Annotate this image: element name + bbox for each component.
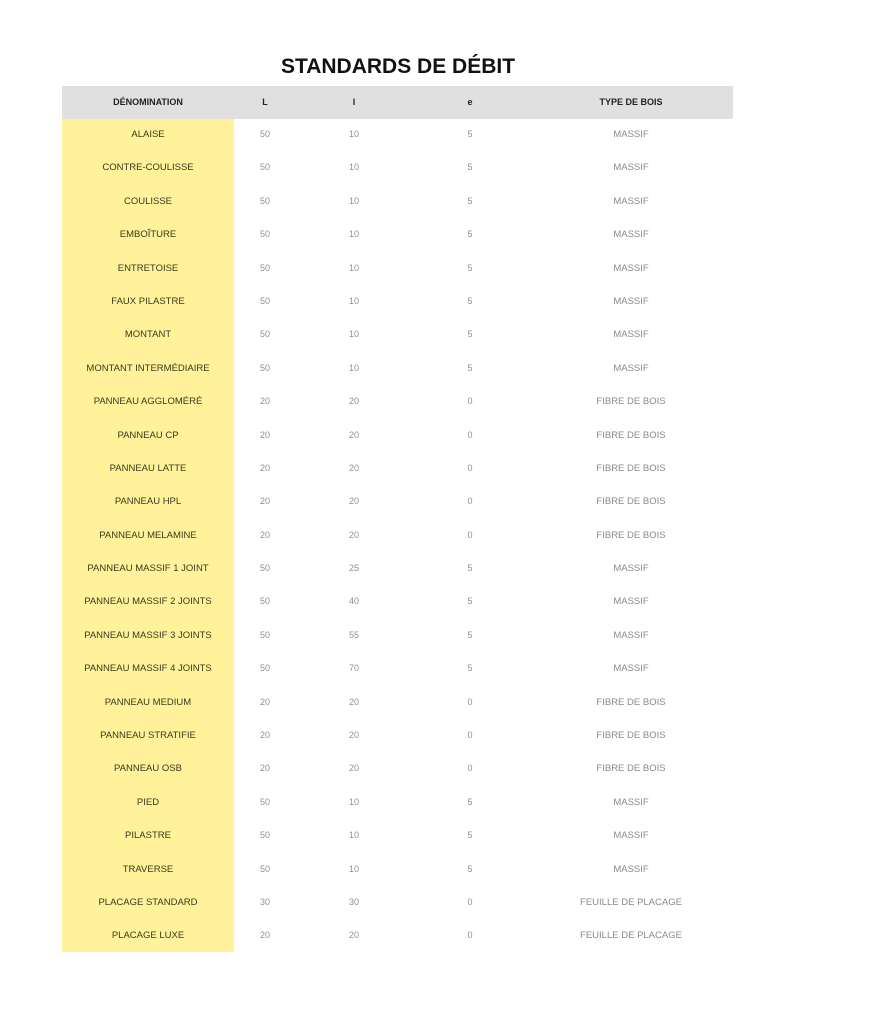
cell-L: 50 <box>259 796 270 807</box>
cell-e: 5 <box>467 129 473 139</box>
cell-l: 70 <box>348 663 359 674</box>
table-row <box>62 653 733 686</box>
cell-type-de-bois: MASSIF <box>613 129 649 140</box>
cell-l: 40 <box>348 596 359 607</box>
cell-denomination: PANNEAU LATTE <box>109 462 187 474</box>
cell-l: 20 <box>348 496 359 507</box>
table-row <box>62 854 733 887</box>
table-row <box>62 152 733 185</box>
cell-l: 10 <box>348 329 359 340</box>
cell-L: 50 <box>259 629 270 640</box>
cell-type-de-bois: MASSIF <box>613 362 649 374</box>
cell-type-de-bois: MASSIF <box>613 229 649 241</box>
cell-e: 5 <box>467 629 473 640</box>
cell-type-de-bois: FIBRE DE BOIS <box>596 529 666 541</box>
table-row <box>62 520 733 553</box>
cell-l: 10 <box>348 262 359 273</box>
cell-e: 0 <box>467 462 473 473</box>
cell-type-de-bois: MASSIF <box>613 295 649 307</box>
cell-type-de-bois: FIBRE DE BOIS <box>596 462 666 474</box>
cell-l: 10 <box>348 295 359 306</box>
cell-e: 5 <box>467 295 473 306</box>
cell-L: 50 <box>259 295 270 306</box>
table-header <box>62 86 733 119</box>
cell-l: 10 <box>348 129 359 139</box>
header-type-de-bois: TYPE DE BOIS <box>599 97 663 107</box>
cell-e: 5 <box>467 329 473 340</box>
cell-denomination: PANNEAU MASSIF 1 JOINT <box>87 563 209 575</box>
cell-e: 5 <box>467 563 473 574</box>
cell-l: 10 <box>348 863 359 874</box>
cell-L: 20 <box>259 429 270 440</box>
cell-L: 30 <box>259 896 270 907</box>
cell-type-de-bois: FIBRE DE BOIS <box>596 763 666 775</box>
cell-l: 20 <box>348 730 359 741</box>
cell-e: 0 <box>467 529 473 540</box>
cell-type-de-bois: FEUILLE DE PLACAGE <box>580 930 682 942</box>
cell-L: 50 <box>259 162 270 173</box>
cell-e: 5 <box>467 663 473 674</box>
cell-e: 5 <box>467 262 473 273</box>
cell-L: 20 <box>259 462 270 473</box>
cell-e: 0 <box>467 696 473 707</box>
table-row <box>62 887 733 920</box>
cell-denomination: ALAISE <box>131 129 165 140</box>
cell-l: 10 <box>348 195 359 206</box>
cell-denomination: COULISSE <box>123 195 173 207</box>
header-denomination: DÉNOMINATION <box>113 97 183 107</box>
cell-l: 10 <box>348 162 359 173</box>
cell-l: 20 <box>348 763 359 774</box>
cell-e: 0 <box>467 496 473 507</box>
cell-L: 50 <box>259 663 270 674</box>
cell-type-de-bois: MASSIF <box>613 195 649 207</box>
cell-type-de-bois: MASSIF <box>613 863 649 875</box>
cell-e: 5 <box>467 596 473 607</box>
cell-l: 20 <box>348 396 359 407</box>
cell-denomination: PLACAGE STANDARD <box>98 896 198 908</box>
cell-l: 10 <box>348 796 359 807</box>
page-title: STANDARDS DE DÉBIT <box>280 55 516 78</box>
header-l: l <box>352 97 356 107</box>
cell-l: 55 <box>348 629 359 640</box>
cell-denomination: PANNEAU CP <box>117 429 179 441</box>
cell-denomination: EMBOÎTURE <box>119 229 177 241</box>
cell-e: 5 <box>467 362 473 373</box>
cell-L: 50 <box>259 329 270 340</box>
table-row <box>62 253 733 286</box>
table-row <box>62 753 733 786</box>
table-row <box>62 453 733 486</box>
cell-l: 20 <box>348 696 359 707</box>
cell-l: 25 <box>348 563 359 574</box>
cell-type-de-bois: MASSIF <box>613 663 649 675</box>
table-row <box>62 620 733 653</box>
cell-L: 20 <box>259 529 270 540</box>
cell-e: 5 <box>467 162 473 173</box>
cell-denomination: PANNEAU MASSIF 3 JOINTS <box>84 629 212 641</box>
cell-type-de-bois: FIBRE DE BOIS <box>596 429 666 441</box>
cell-e: 0 <box>467 763 473 774</box>
table-row <box>62 687 733 720</box>
cell-denomination: PANNEAU MASSIF 4 JOINTS <box>84 663 212 675</box>
cell-denomination: PIED <box>136 796 160 808</box>
cell-e: 5 <box>467 229 473 240</box>
cell-denomination: FAUX PILASTRE <box>111 295 185 307</box>
table-row <box>62 920 733 953</box>
cell-denomination: ENTRETOISE <box>117 262 179 274</box>
cell-e: 0 <box>467 930 473 941</box>
cell-L: 50 <box>259 830 270 841</box>
cell-denomination: CONTRE-COULISSE <box>102 162 194 174</box>
cell-l: 30 <box>348 896 359 907</box>
cell-denomination: PANNEAU MASSIF 2 JOINTS <box>84 596 212 608</box>
cell-denomination: PILASTRE <box>125 830 171 842</box>
cell-l: 20 <box>348 930 359 941</box>
cell-e: 0 <box>467 896 473 907</box>
cell-L: 20 <box>259 930 270 941</box>
table-row <box>62 820 733 853</box>
cell-l: 20 <box>348 462 359 473</box>
table-row <box>62 286 733 319</box>
cell-L: 50 <box>259 129 270 139</box>
table-row <box>62 486 733 519</box>
cell-type-de-bois: FIBRE DE BOIS <box>596 696 666 708</box>
cell-l: 20 <box>348 529 359 540</box>
table-row <box>62 787 733 820</box>
cell-type-de-bois: MASSIF <box>613 262 649 274</box>
cell-e: 0 <box>467 730 473 741</box>
cell-denomination: MONTANT INTERMÉDIAIRE <box>86 362 210 374</box>
table-row <box>62 119 733 152</box>
cell-type-de-bois: MASSIF <box>613 596 649 608</box>
cell-denomination: PANNEAU AGGLOMÉRÉ <box>93 396 203 408</box>
cell-l: 10 <box>348 362 359 373</box>
cell-l: 10 <box>348 830 359 841</box>
cell-type-de-bois: FEUILLE DE PLACAGE <box>580 896 682 908</box>
cell-denomination: PANNEAU HPL <box>114 496 182 508</box>
cell-type-de-bois: MASSIF <box>613 629 649 641</box>
cell-L: 50 <box>259 362 270 373</box>
cell-type-de-bois: MASSIF <box>613 796 649 808</box>
table-row <box>62 420 733 453</box>
cell-e: 0 <box>467 429 473 440</box>
cell-l: 10 <box>348 229 359 240</box>
cell-e: 5 <box>467 796 473 807</box>
table-row <box>62 353 733 386</box>
cell-denomination: PANNEAU OSB <box>114 763 182 775</box>
cell-L: 20 <box>259 696 270 707</box>
table-row <box>62 386 733 419</box>
table-row <box>62 553 733 586</box>
cell-denomination: PLACAGE LUXE <box>111 930 185 942</box>
cell-denomination: PANNEAU MELAMINE <box>99 529 197 541</box>
table-row <box>62 219 733 252</box>
cell-denomination: MONTANT <box>124 329 172 341</box>
cell-type-de-bois: FIBRE DE BOIS <box>596 396 666 408</box>
table-row <box>62 186 733 219</box>
cell-L: 20 <box>259 396 270 407</box>
cell-L: 50 <box>259 195 270 206</box>
cell-L: 20 <box>259 496 270 507</box>
table-row <box>62 720 733 753</box>
cell-L: 50 <box>259 229 270 240</box>
cell-type-de-bois: MASSIF <box>613 563 649 575</box>
cell-denomination: PANNEAU MEDIUM <box>104 696 192 708</box>
table-row <box>62 319 733 352</box>
cell-L: 50 <box>259 596 270 607</box>
cell-denomination: TRAVERSE <box>122 863 174 875</box>
cell-type-de-bois: MASSIF <box>613 162 649 174</box>
table-body <box>62 119 733 954</box>
header-e: e <box>467 97 473 107</box>
cell-e: 0 <box>467 396 473 407</box>
cell-type-de-bois: FIBRE DE BOIS <box>596 730 666 742</box>
header-L: L <box>262 97 268 107</box>
cell-type-de-bois: FIBRE DE BOIS <box>596 496 666 508</box>
cell-e: 5 <box>467 830 473 841</box>
cell-e: 5 <box>467 195 473 206</box>
cell-type-de-bois: MASSIF <box>613 830 649 842</box>
cell-L: 50 <box>259 863 270 874</box>
table-row <box>62 586 733 619</box>
cell-L: 50 <box>259 563 270 574</box>
cell-L: 20 <box>259 763 270 774</box>
cell-l: 20 <box>348 429 359 440</box>
cell-e: 5 <box>467 863 473 874</box>
cell-L: 20 <box>259 730 270 741</box>
cell-type-de-bois: MASSIF <box>613 329 649 341</box>
cell-L: 50 <box>259 262 270 273</box>
cell-denomination: PANNEAU STRATIFIE <box>100 730 196 742</box>
